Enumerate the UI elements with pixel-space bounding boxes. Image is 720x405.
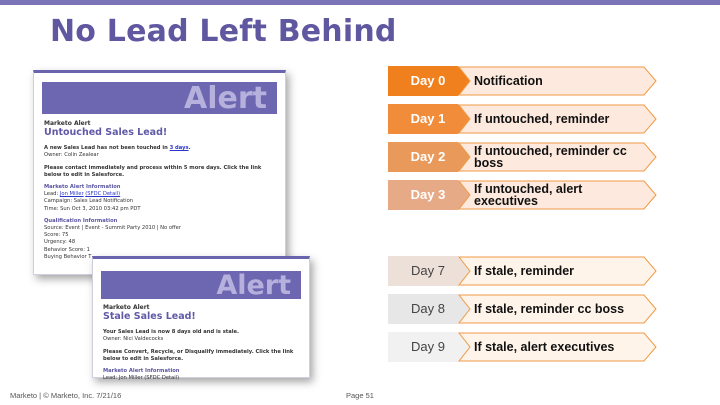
timeline-row-day-9 <box>388 332 658 362</box>
action-chevron <box>458 180 658 210</box>
email-line1-suffix: . <box>188 145 191 152</box>
action-chevron <box>458 66 658 96</box>
email-body <box>44 120 277 261</box>
day-label: Day 3 <box>410 187 446 202</box>
action-chevron <box>458 256 658 286</box>
days-link[interactable]: 3 days <box>169 145 189 152</box>
action-chevron <box>458 294 658 324</box>
timeline-row-day-7 <box>388 256 658 286</box>
lead-label: Lead: <box>44 191 60 198</box>
campaign-line: Campaign: Sales Lead Notification <box>44 198 134 205</box>
day-label: Day 0 <box>410 73 446 88</box>
timeline-row-day-1 <box>388 104 658 134</box>
email-instruction: Please contact immediately and process within 5 more days. Click the link below to edit in Salesforce. <box>44 164 262 178</box>
email-brand-line: Marketo Alert <box>44 120 91 127</box>
action-chevron <box>458 332 658 362</box>
email-owner: Owner: Nici Valdecocks <box>103 336 164 343</box>
info-section-title: Marketo Alert Information <box>44 184 121 191</box>
action-label: If untouched, alert executives <box>474 182 583 208</box>
email-heading: Untouched Sales Lead! <box>44 127 168 139</box>
email-stale-screenshot <box>92 256 310 382</box>
timeline-row-day-2 <box>388 142 658 172</box>
action-label: If untouched, reminder cc boss <box>474 144 627 170</box>
timeline-row-day-3 <box>388 180 658 210</box>
score-line: Score: 75 <box>44 232 69 239</box>
time-line: Time: Sun Oct 3, 2010 03:42 pm PDT <box>44 205 141 212</box>
behavior-score-line: Behavior Score: 1 <box>44 246 90 253</box>
action-label: If stale, reminder cc boss <box>474 302 625 316</box>
email-line1: Your Sales Lead is now 8 days old and is stale. <box>103 329 240 336</box>
timeline-row-day-8 <box>388 294 658 324</box>
email-body <box>103 304 301 382</box>
action-label: Notification <box>474 74 543 88</box>
info-section-title: Marketo Alert Information <box>103 368 180 375</box>
buying-behavior-line: Buying Behavior T <box>44 253 92 260</box>
alert-banner: Alert <box>101 271 301 299</box>
alert-banner: Alert <box>42 82 277 114</box>
email-owner: Owner: Colin Zealear <box>44 152 99 159</box>
sfdc-detail-link[interactable]: (SFDC Detail) <box>85 191 121 198</box>
source-line: Source: Event | Event - Summit Party 2010 | No offer <box>44 225 181 232</box>
footer-page-number: Page 51 <box>346 391 374 400</box>
day-label: Day 7 <box>411 263 445 278</box>
email-line1 <box>44 145 277 152</box>
email-untouched-screenshot <box>33 70 286 275</box>
qualification-title: Qualification Information <box>44 217 118 224</box>
slide-title: No Lead Left Behind <box>50 14 397 49</box>
action-chevron <box>458 142 658 172</box>
email-line1-text: A new Sales Lead has not been touched in <box>44 145 170 152</box>
lead-line: Lead: Jon Miller (SFDC Detail) <box>103 375 180 382</box>
email-heading: Stale Sales Lead! <box>103 311 196 323</box>
urgency-line: Urgency: 48 <box>44 239 76 246</box>
action-label: If stale, alert executives <box>474 340 615 354</box>
lead-line <box>44 191 277 198</box>
action-chevron <box>458 104 658 134</box>
day-label: Day 8 <box>411 301 445 316</box>
timeline-row-day-0 <box>388 66 658 96</box>
lead-name-link[interactable]: Jon Miller <box>59 191 84 198</box>
email-brand-line: Marketo Alert <box>103 304 150 311</box>
day-label: Day 1 <box>410 111 446 126</box>
action-label: If untouched, reminder <box>474 112 610 126</box>
day-label: Day 2 <box>410 149 446 164</box>
email-instruction: Please Convert, Recycle, or Disqualify immediately. Click the link below to edit in Salesforce. <box>103 348 294 362</box>
footer-copyright: Marketo | © Marketo, Inc. 7/21/16 <box>10 391 122 400</box>
top-accent-bar <box>0 0 720 5</box>
day-label: Day 9 <box>411 339 445 354</box>
action-label: If stale, reminder <box>474 264 575 278</box>
